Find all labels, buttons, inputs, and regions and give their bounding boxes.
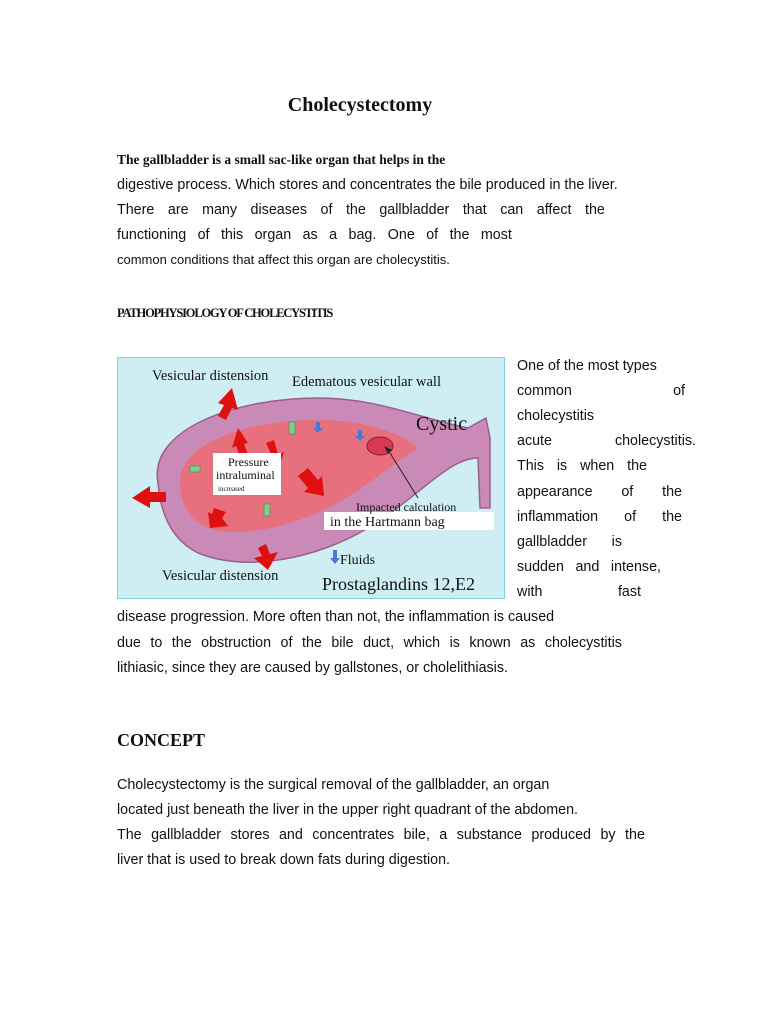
pathophysiology-heading: PATHOPHYSIOLOGY OF CHOLECYSTITIS bbox=[117, 306, 333, 320]
side-line-6: appearance of the bbox=[517, 484, 682, 500]
intro-line-3: There are many diseases of the gallbladder that can affect the bbox=[117, 202, 605, 218]
intro-line-bold: The gallbladder is a small sac-like organ that helps in the bbox=[117, 152, 446, 167]
label-vesicular-top: Vesicular distension bbox=[152, 368, 269, 384]
page-title: Cholecystectomy bbox=[287, 94, 433, 116]
concept-heading: CONCEPT bbox=[117, 730, 206, 750]
label-edematous: Edematous vesicular wall bbox=[292, 374, 441, 390]
intro-line-2: digestive process. Which stores and concentrates the bile produced in the liver. bbox=[117, 177, 618, 193]
concept-line-1: Cholecystectomy is the surgical removal of the gallbladder, an organ bbox=[117, 777, 550, 793]
after-figure-line-1: disease progression. More often than not, the inflammation is caused bbox=[117, 609, 555, 625]
intro-line-4: functioning of this organ as a bag. One of the most bbox=[117, 227, 512, 243]
label-pressure-1: Pressure bbox=[228, 455, 269, 469]
label-cystic: Cystic bbox=[416, 413, 468, 435]
after-figure-line-2: due to the obstruction of the bile duct, which is known as cholecystitis bbox=[117, 635, 622, 651]
side-line-1: One of the most types bbox=[517, 358, 657, 374]
intro-line-5: common conditions that affect this organ are cholecystitis. bbox=[117, 252, 450, 267]
side-line-9: sudden and intense, bbox=[517, 559, 661, 575]
label-pressure-3: increased bbox=[218, 485, 245, 493]
label-vesicular-bottom: Vesicular distension bbox=[162, 568, 279, 584]
label-impacted-1: Impacted calculation bbox=[356, 500, 457, 514]
label-impacted-2: in the Hartmann bag bbox=[330, 515, 445, 530]
gallbladder-illustration bbox=[118, 358, 504, 598]
concept-line-4: liver that is used to break down fats during digestion. bbox=[117, 852, 450, 868]
after-figure-line-3: lithiasic, since they are caused by gallstones, or cholelithiasis. bbox=[117, 660, 508, 676]
side-line-4: acute cholecystitis. bbox=[517, 433, 696, 449]
concept-line-2: located just beneath the liver in the upper right quadrant of the abdomen. bbox=[117, 802, 578, 818]
gallbladder-diagram bbox=[117, 357, 505, 599]
side-line-10: with fast bbox=[517, 584, 641, 600]
label-fluids: Fluids bbox=[340, 553, 376, 568]
side-line-3: cholecystitis bbox=[517, 408, 595, 424]
label-pressure-2: intraluminal bbox=[216, 468, 275, 482]
side-line-8: gallbladder is bbox=[517, 534, 622, 550]
side-line-7: inflammation of the bbox=[517, 509, 682, 525]
side-line-5: This is when the bbox=[517, 458, 647, 474]
side-line-2: common of bbox=[517, 383, 685, 399]
concept-line-3: The gallbladder stores and concentrates bile, a substance produced by the bbox=[117, 827, 645, 843]
label-prostaglandins: Prostaglandins 12,E2 bbox=[322, 574, 475, 594]
